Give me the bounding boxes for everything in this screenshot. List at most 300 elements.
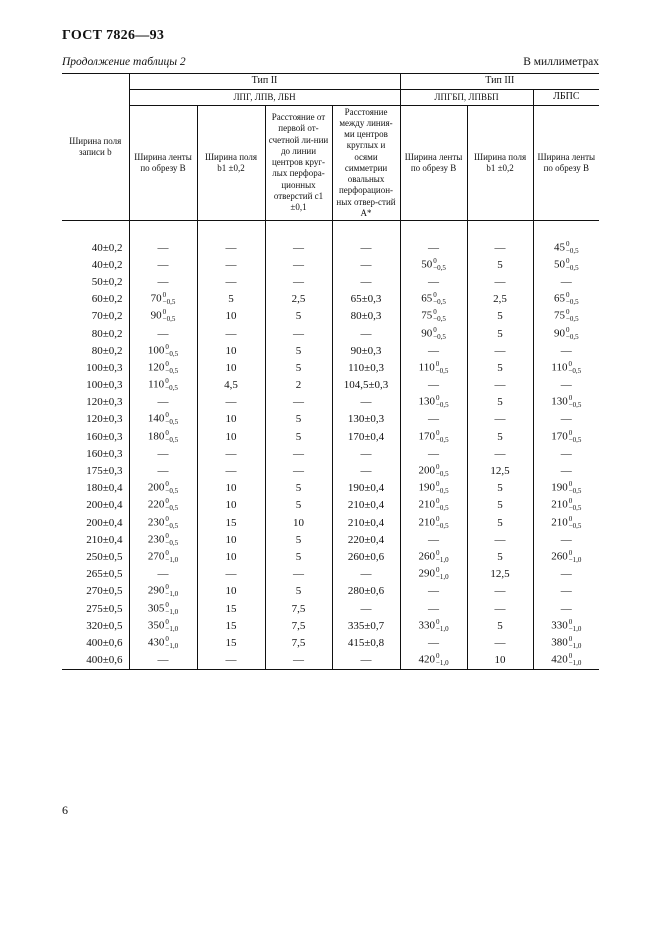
table-cell <box>265 342 332 359</box>
cell-value: 110 <box>551 361 568 374</box>
table-cell <box>400 652 467 670</box>
cell-value: — <box>494 602 506 615</box>
table-cell <box>197 497 265 514</box>
tolerance <box>566 292 579 306</box>
table-cell <box>533 239 599 256</box>
cell-value: — <box>360 275 372 288</box>
cell-value: 305 <box>147 602 165 615</box>
table-cell <box>467 583 533 600</box>
table-cell <box>533 514 599 531</box>
tolerance <box>165 550 178 564</box>
tolerance-upper: 0 <box>165 480 169 489</box>
cell-value: 15 <box>225 602 237 615</box>
table-cell <box>129 428 197 445</box>
table-cell <box>400 428 467 445</box>
table-cell <box>533 497 599 514</box>
tolerance-upper: 0 <box>568 634 573 643</box>
cell-value: 380 <box>551 636 568 649</box>
cell-value: — <box>428 344 440 357</box>
table-cell <box>265 394 332 411</box>
cell-value: 140 <box>147 413 165 425</box>
table-row <box>62 359 599 376</box>
cell-value: — <box>428 602 440 615</box>
tolerance-lower: −0,5 <box>435 401 449 410</box>
table-cell <box>467 462 533 479</box>
cell-value: 5 <box>295 499 302 512</box>
table-cell <box>129 600 197 617</box>
cell-value: 2,5 <box>493 293 507 306</box>
cell-value: 7,5 <box>291 636 306 649</box>
table-cell <box>467 514 533 531</box>
tolerance <box>436 361 449 375</box>
table-cell <box>467 497 533 514</box>
cell-value: — <box>225 241 237 254</box>
cell-value: 10 <box>225 310 237 323</box>
tolerance-lower: −0,5 <box>565 298 579 307</box>
tolerance-upper: 0 <box>435 463 440 472</box>
cell-value: 5 <box>295 533 302 546</box>
cell-value: 5 <box>295 310 302 323</box>
cell-value: 2,5 <box>291 293 306 306</box>
tolerance-lower: −0,5 <box>435 435 449 444</box>
table-cell <box>265 256 332 273</box>
cell-field-width-b: 100±0,3 <box>86 379 123 392</box>
cell-field-width-b: 60±0,2 <box>91 293 123 306</box>
cell-value: 415±0,8 <box>347 636 385 649</box>
tolerance <box>436 619 449 633</box>
table-cell <box>400 514 467 531</box>
table-row <box>62 462 599 479</box>
cell-value: 335±0,7 <box>347 619 385 632</box>
tolerance-lower: −0,5 <box>165 435 179 444</box>
tolerance-lower: −0,5 <box>435 487 449 496</box>
cell-value: 200 <box>418 464 435 477</box>
tolerance <box>566 309 579 323</box>
table-cell <box>533 531 599 548</box>
table-row <box>62 497 599 514</box>
cell-value: 220±0,4 <box>347 533 385 546</box>
cell-value: 5 <box>295 585 302 598</box>
cell-value: 110 <box>418 361 435 374</box>
cell-value: 100 <box>147 344 165 357</box>
cell-value: — <box>428 379 440 392</box>
table-cell <box>400 342 467 359</box>
table-cell <box>197 462 265 479</box>
tolerance-lower: −1,0 <box>435 659 449 668</box>
table-row <box>62 480 599 497</box>
tolerance-lower: −0,5 <box>162 315 176 324</box>
cell-value: 330 <box>418 619 435 632</box>
cell-value: 10 <box>225 361 237 374</box>
table-cell <box>332 239 400 256</box>
cell-value: 12,5 <box>490 465 510 478</box>
table-cell <box>533 445 599 462</box>
table-row <box>62 308 599 325</box>
table-row <box>62 531 599 548</box>
cell-value: — <box>293 465 304 478</box>
tolerance-lower: −1,0 <box>568 659 582 668</box>
tolerance-upper: 0 <box>568 514 573 523</box>
table-cell <box>265 462 332 479</box>
table-cell <box>197 634 265 651</box>
subheader-field-width: Ширина поля b1 ±0,2 <box>197 105 265 221</box>
table-cell <box>533 548 599 565</box>
table-cell <box>400 256 467 273</box>
tolerance <box>436 430 449 444</box>
cell-value: 280±0,6 <box>347 585 385 598</box>
cell-field-width-b: 160±0,3 <box>86 430 123 443</box>
cell-field-width-b: 120±0,3 <box>86 413 123 426</box>
table-cell <box>400 480 467 497</box>
cell-value: — <box>293 447 304 460</box>
table-cell <box>467 256 533 273</box>
tolerance-upper: 0 <box>568 428 573 437</box>
cell-field-width-b: 200±0,4 <box>86 499 123 512</box>
table-row <box>62 600 599 617</box>
table-cell <box>332 566 400 583</box>
cell-value: — <box>157 465 169 478</box>
table-cell <box>129 548 197 565</box>
table-cell <box>332 273 400 290</box>
tolerance-lower: −1,0 <box>568 555 582 564</box>
subheader-tape-width: Ширина ленты по обрезу B <box>533 105 599 221</box>
cell-value: 190±0,4 <box>347 482 385 495</box>
cell-value: — <box>494 447 506 460</box>
cell-value: 65 <box>553 292 565 305</box>
table-cell <box>533 256 599 273</box>
tolerance-upper: 0 <box>165 411 169 420</box>
table-row <box>62 428 599 445</box>
table-row <box>62 273 599 290</box>
cell-value: — <box>225 275 237 288</box>
tolerance-lower: −0,5 <box>165 349 179 358</box>
tolerance-lower: −1,0 <box>165 607 179 616</box>
table-cell <box>533 377 599 394</box>
subheader-field-width: Ширина поля b1 ±0,2 <box>467 105 533 221</box>
table-cell <box>467 325 533 342</box>
tolerance <box>165 516 178 530</box>
cell-value: 5 <box>497 499 503 512</box>
tolerance-lower: −1,0 <box>165 624 179 633</box>
header-type-2-tapes: ЛПГ, ЛПВ, ЛБН <box>129 90 400 106</box>
table-cell <box>400 291 467 308</box>
tolerance-lower: −0,5 <box>433 332 446 341</box>
tolerance <box>569 653 582 667</box>
cell-value: 70 <box>150 292 162 305</box>
table-cell <box>467 617 533 634</box>
table-cell <box>265 273 332 290</box>
tolerance-upper: 0 <box>165 342 169 351</box>
tolerance <box>566 327 579 341</box>
table-cell <box>467 359 533 376</box>
tolerance-upper: 0 <box>568 548 573 557</box>
cell-field-width-b: 160±0,3 <box>86 447 123 460</box>
tolerance-upper: 0 <box>165 548 169 557</box>
tolerance-upper: 0 <box>568 497 573 506</box>
table-cell <box>265 308 332 325</box>
cell-value: 10 <box>225 550 237 563</box>
cell-value: — <box>428 447 440 460</box>
cell-value: — <box>157 568 169 581</box>
table-cell <box>265 377 332 394</box>
cell-field-width-b: 250±0,5 <box>86 550 123 563</box>
tolerance <box>436 481 449 495</box>
table-continuation-label: Продолжение таблицы 2 <box>62 56 186 68</box>
units-label: В миллиметрах <box>523 56 599 68</box>
cell-value: — <box>360 327 372 340</box>
tolerance <box>165 361 178 375</box>
cell-value: 10 <box>293 516 304 529</box>
page-number: 6 <box>62 803 68 817</box>
cell-value: 5 <box>497 482 503 495</box>
table-cell <box>129 617 197 634</box>
cell-value: — <box>360 396 372 409</box>
table-cell <box>197 411 265 428</box>
tolerance <box>569 395 582 409</box>
table-cell <box>467 239 533 256</box>
table-cell <box>129 273 197 290</box>
tolerance-lower: −0,5 <box>165 521 179 530</box>
header-type-3-tapes-b: ЛБПС <box>533 90 599 106</box>
table-cell <box>332 359 400 376</box>
tolerance <box>433 309 446 323</box>
cell-value: — <box>360 602 372 615</box>
table-cell <box>197 291 265 308</box>
table-row <box>62 394 599 411</box>
table-cell <box>467 652 533 670</box>
tolerance <box>163 292 176 306</box>
tolerance-lower: −1,0 <box>435 555 449 564</box>
table-cell <box>332 291 400 308</box>
tolerance-lower: −1,0 <box>435 573 449 582</box>
cell-field-width-b: 210±0,4 <box>86 533 123 546</box>
cell-value: — <box>428 636 440 649</box>
table-cell <box>197 531 265 548</box>
table-cell <box>129 531 197 548</box>
cell-value: — <box>560 413 572 426</box>
table-cell <box>332 514 400 531</box>
cell-value: 170±0,4 <box>347 430 385 443</box>
table-cell <box>533 394 599 411</box>
cell-value: 130 <box>418 395 435 408</box>
table-row <box>62 617 599 634</box>
table-cell <box>332 325 400 342</box>
cell-value: — <box>560 533 572 546</box>
cell-value: — <box>494 533 506 546</box>
cell-value: — <box>157 654 169 667</box>
table-cell <box>265 480 332 497</box>
table-cell <box>533 273 599 290</box>
cell-value: 10 <box>225 533 237 546</box>
table-cell <box>197 325 265 342</box>
table-cell <box>197 600 265 617</box>
tolerance-upper: 0 <box>568 394 573 403</box>
table-cell <box>129 359 197 376</box>
table-cell <box>197 583 265 600</box>
table-cell <box>197 256 265 273</box>
tolerance <box>165 378 178 392</box>
cell-value: — <box>494 413 506 426</box>
table-cell <box>533 411 599 428</box>
table-cell <box>467 411 533 428</box>
table-cell <box>129 497 197 514</box>
table-cell <box>129 652 197 670</box>
table-cell <box>332 583 400 600</box>
tolerance <box>165 602 178 616</box>
table-cell <box>129 308 197 325</box>
tolerance <box>436 550 449 564</box>
tolerance <box>568 361 581 375</box>
cell-value: — <box>360 258 372 271</box>
cell-value: 75 <box>553 309 565 322</box>
cell-value: — <box>494 585 506 598</box>
tolerance <box>165 481 178 495</box>
cell-value: — <box>428 413 440 426</box>
cell-value: 210 <box>418 498 435 511</box>
table-cell <box>332 617 400 634</box>
cell-value: 5 <box>497 430 503 443</box>
table-row <box>62 548 599 565</box>
table-cell <box>197 428 265 445</box>
table-cell <box>265 617 332 634</box>
table-cell <box>265 325 332 342</box>
tolerance-upper: 0 <box>162 308 167 317</box>
cell-value: — <box>225 258 237 271</box>
cell-field-width-b: 175±0,3 <box>86 465 123 478</box>
cell-value: — <box>560 585 572 598</box>
table-cell <box>400 600 467 617</box>
table-cell <box>467 377 533 394</box>
table-cell <box>467 566 533 583</box>
table-cell <box>332 308 400 325</box>
tolerance-upper: 0 <box>565 291 570 300</box>
table-cell <box>533 617 599 634</box>
table-cell <box>265 411 332 428</box>
cell-value: — <box>560 447 572 460</box>
cell-value: — <box>428 585 440 598</box>
cell-value: — <box>560 379 572 392</box>
cell-field-width-b: 50±0,2 <box>91 275 123 288</box>
cell-value: 5 <box>295 344 302 357</box>
table-row <box>62 445 599 462</box>
tolerance-upper: 0 <box>165 600 169 609</box>
tolerance-lower: −0,5 <box>433 298 446 307</box>
cell-value: — <box>157 447 169 460</box>
cell-value: 90 <box>421 327 433 340</box>
cell-value: — <box>560 275 572 288</box>
cell-value: — <box>560 568 572 581</box>
cell-value: — <box>293 258 304 271</box>
cell-value: — <box>157 241 169 254</box>
tolerance-lower: −0,5 <box>165 538 179 547</box>
table-cell <box>129 583 197 600</box>
table-cell <box>129 480 197 497</box>
table-cell <box>265 583 332 600</box>
cell-value: — <box>225 327 237 340</box>
cell-field-width-b: 180±0,4 <box>86 482 123 495</box>
cell-value: — <box>360 654 372 667</box>
table-cell <box>332 377 400 394</box>
cell-value: 220 <box>147 498 165 511</box>
tolerance-upper: 0 <box>568 480 573 489</box>
tolerance-lower: −0,5 <box>435 366 449 375</box>
cell-field-width-b: 400±0,6 <box>86 636 123 649</box>
tolerance-upper: 0 <box>565 239 570 248</box>
table-cell <box>400 566 467 583</box>
table-cell <box>129 566 197 583</box>
tolerance-upper: 0 <box>162 291 167 300</box>
cell-value: 260 <box>551 550 568 563</box>
table-cell <box>332 428 400 445</box>
tolerance-lower: −0,5 <box>568 521 582 530</box>
tolerance-upper: 0 <box>165 531 169 540</box>
cell-value: 50 <box>553 258 565 271</box>
tolerance-lower: −0,5 <box>165 487 179 496</box>
cell-value: — <box>225 568 237 581</box>
table-row <box>62 256 599 273</box>
cell-field-width-b: 70±0,2 <box>91 310 123 323</box>
tolerance-upper: 0 <box>435 652 440 661</box>
table-cell <box>332 256 400 273</box>
table-cell <box>533 428 599 445</box>
tolerance-upper: 0 <box>165 634 169 643</box>
cell-value: 4,5 <box>224 379 238 392</box>
cell-value: 5 <box>497 258 503 271</box>
table-cell <box>533 359 599 376</box>
cell-field-width-b: 100±0,3 <box>86 361 123 374</box>
table-cell <box>129 394 197 411</box>
cell-value: 10 <box>225 413 237 426</box>
cell-value: — <box>293 327 304 340</box>
table-cell <box>197 566 265 583</box>
cell-value: — <box>157 258 169 271</box>
cell-value: 12,5 <box>490 568 510 581</box>
table-cell <box>129 377 197 394</box>
cell-value: 210 <box>551 516 568 529</box>
subheader-tape-width: Ширина ленты по обрезу B <box>400 105 467 221</box>
table-cell <box>533 583 599 600</box>
cell-value: 290 <box>418 567 435 580</box>
tolerance-lower: −0,5 <box>565 263 579 272</box>
tolerance <box>566 258 579 272</box>
table-row <box>62 411 599 428</box>
cell-value: — <box>293 654 304 667</box>
cell-value: — <box>494 344 506 357</box>
tolerance-upper: 0 <box>435 480 440 489</box>
cell-field-width-b: 270±0,5 <box>86 585 123 598</box>
table-row <box>62 652 599 670</box>
cell-value: 10 <box>494 654 506 667</box>
table-cell <box>467 342 533 359</box>
tolerance <box>165 636 178 650</box>
tolerance <box>436 567 449 581</box>
tolerance-lower: −1,0 <box>165 590 179 599</box>
table-cell <box>467 394 533 411</box>
table-cell <box>332 480 400 497</box>
tolerance-upper: 0 <box>165 514 169 523</box>
tolerance-lower: −0,5 <box>165 418 179 427</box>
tolerance-lower: −1,0 <box>165 555 179 564</box>
table-cell <box>467 308 533 325</box>
tolerance-upper: 0 <box>565 325 570 334</box>
table-cell <box>400 411 467 428</box>
table-cell <box>197 377 265 394</box>
cell-value: 45 <box>553 241 565 254</box>
tolerance-upper: 0 <box>165 428 169 437</box>
table-cell <box>265 428 332 445</box>
table-cell <box>400 531 467 548</box>
tolerance <box>436 395 449 409</box>
